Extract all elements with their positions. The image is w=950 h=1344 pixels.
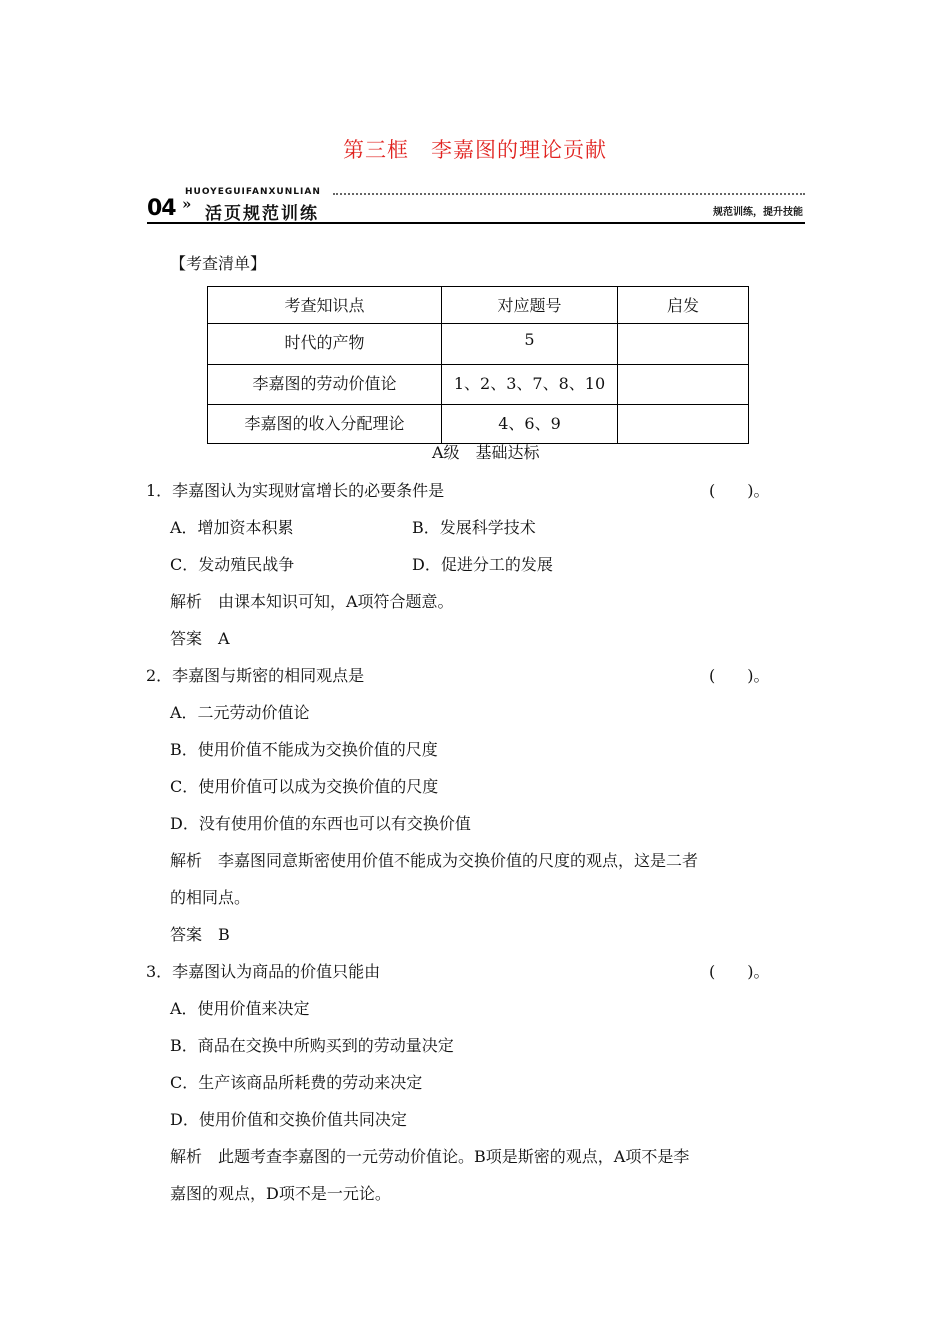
section-banner bbox=[147, 183, 805, 227]
document-title: 第三框 李嘉图的理论贡献 bbox=[343, 138, 607, 162]
banner-number: 04 bbox=[147, 196, 176, 221]
checklist-table bbox=[207, 286, 749, 444]
analysis-text: 解析 由课本知识可知，A项符合题意。 bbox=[170, 592, 454, 611]
banner-pinyin: HUOYEGUIFANXUNLIAN bbox=[185, 187, 321, 197]
option: C．使用价值可以成为交换价值的尺度 bbox=[170, 777, 439, 796]
analysis-text: 嘉图的观点，D项不是一元论。 bbox=[170, 1184, 391, 1203]
answer-blank: ( )。 bbox=[709, 666, 770, 685]
question-stem: 3．李嘉图认为商品的价值只能由 bbox=[146, 962, 381, 981]
checklist-label: 【考查清单】 bbox=[170, 254, 267, 273]
table-cell bbox=[618, 365, 749, 405]
analysis-text: 解析 李嘉图同意斯密使用价值不能成为交换价值的尺度的观点，这是二者 bbox=[170, 851, 699, 870]
answer-blank: ( )。 bbox=[709, 962, 770, 981]
option: A．使用价值来决定 bbox=[170, 999, 310, 1018]
option: B．使用价值不能成为交换价值的尺度 bbox=[170, 740, 438, 759]
option: C．生产该商品所耗费的劳动来决定 bbox=[170, 1073, 423, 1092]
table-header-cell: 对应题号 bbox=[442, 287, 618, 324]
question-stem: 2．李嘉图与斯密的相同观点是 bbox=[146, 666, 365, 685]
level-heading: A级 基础达标 bbox=[432, 443, 540, 462]
double-chevron-icon: » bbox=[182, 195, 192, 213]
banner-slogan: 规范训练，提升技能 bbox=[713, 207, 803, 218]
analysis-text: 解析 此题考查李嘉图的一元劳动价值论。B项是斯密的观点，A项不是李 bbox=[170, 1147, 690, 1166]
table-header-row bbox=[208, 287, 749, 324]
analysis-text: 的相同点。 bbox=[170, 888, 251, 907]
table-cell: 李嘉图的收入分配理论 bbox=[208, 405, 442, 444]
banner-heading: 活页规范训练 bbox=[205, 204, 319, 224]
table-header-cell: 考查知识点 bbox=[208, 287, 442, 324]
banner-rule bbox=[147, 222, 805, 224]
option: C．发动殖民战争 bbox=[170, 555, 295, 574]
table-cell: 时代的产物 bbox=[208, 324, 442, 365]
answer-blank: ( )。 bbox=[709, 481, 770, 500]
table-cell bbox=[618, 324, 749, 365]
table-cell: 李嘉图的劳动价值论 bbox=[208, 365, 442, 405]
option: D．使用价值和交换价值共同决定 bbox=[170, 1110, 407, 1129]
option: B．商品在交换中所购买到的劳动量决定 bbox=[170, 1036, 454, 1055]
table-cell: 1、2、3、7、8、10 bbox=[442, 365, 618, 405]
table-cell: 5 bbox=[442, 324, 618, 365]
option: B．发展科学技术 bbox=[412, 518, 536, 537]
table-row bbox=[208, 405, 749, 444]
question-stem: 1．李嘉图认为实现财富增长的必要条件是 bbox=[146, 481, 445, 500]
table-cell bbox=[618, 405, 749, 444]
option: A．增加资本积累 bbox=[170, 518, 294, 537]
option: D．没有使用价值的东西也可以有交换价值 bbox=[170, 814, 471, 833]
table-row bbox=[208, 324, 749, 365]
option: A．二元劳动价值论 bbox=[170, 703, 310, 722]
banner-dotted-divider bbox=[333, 193, 805, 195]
table-header-cell: 启发 bbox=[618, 287, 749, 324]
option: D．促进分工的发展 bbox=[412, 555, 553, 574]
answer-text: 答案 B bbox=[170, 925, 230, 944]
table-row bbox=[208, 365, 749, 405]
table-cell: 4、6、9 bbox=[442, 405, 618, 444]
answer-text: 答案 A bbox=[170, 629, 230, 648]
